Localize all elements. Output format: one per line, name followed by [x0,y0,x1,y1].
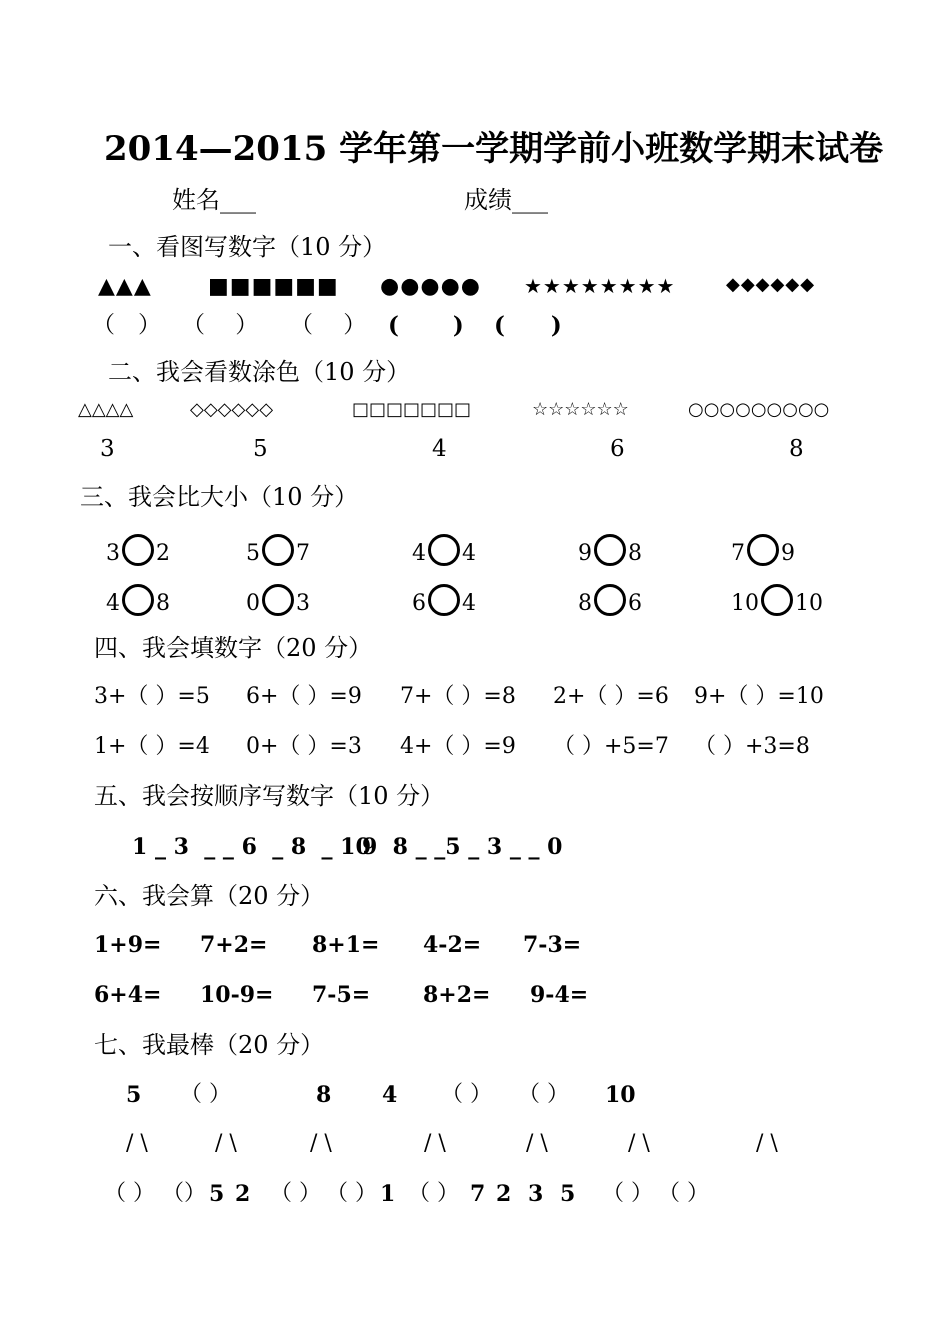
calc-problem[interactable]: 7-3= [523,932,582,958]
tree-top-number: 4 [382,1082,398,1108]
s2-triangles[interactable]: △△△△ [78,399,134,420]
fill-equation[interactable]: 4+（ ）=9 [400,734,516,759]
compare-circle[interactable] [122,534,154,566]
compare-item [731,538,795,570]
tree-top-number: 8 [316,1082,332,1108]
fill-equation[interactable]: 9+（ ）=10 [694,684,824,709]
tree-top-blank[interactable]: （ ） [180,1082,231,1107]
calc-problem[interactable]: 8+1= [312,932,380,958]
tree-bottom-number: 2 [496,1181,512,1207]
s2-number-4: 6 [610,436,625,462]
tree-bottom-blank[interactable]: （ ） [602,1181,653,1206]
tree-branch: / \ [126,1131,148,1156]
compare-right: 3 [296,591,310,616]
section-3-title: 三、我会比大小（10 分） [80,483,359,511]
fill-equation[interactable]: 7+（ ）=8 [400,684,516,709]
calc-problem[interactable]: 7+2= [200,932,268,958]
tree-bottom-number: 5 [209,1181,225,1207]
tree-bottom-blank[interactable]: （ ） [104,1181,155,1206]
s1-blank-2[interactable]: （ ） [182,312,259,338]
compare-item [412,588,476,620]
compare-item [412,538,476,570]
compare-left: 7 [731,541,745,566]
tree-branch: / \ [756,1131,778,1156]
tree-top-blank[interactable]: （ ） [441,1082,492,1107]
section-7-title: 七、我最棒（20 分） [94,1031,325,1059]
tree-top-blank[interactable]: （ ） [518,1082,569,1107]
compare-left: 4 [106,591,120,616]
compare-right: 7 [296,541,310,566]
s2-diamonds[interactable]: ◇◇◇◇◇◇ [190,399,274,420]
tree-branch: / \ [424,1131,446,1156]
s2-number-1: 3 [100,436,115,462]
s1-shapes-circles: ●●●●● [380,274,481,299]
compare-circle[interactable] [594,534,626,566]
calc-problem[interactable]: 4-2= [423,932,482,958]
section-5-title: 五、我会按顺序写数字（10 分） [94,782,445,810]
calc-problem[interactable]: 6+4= [94,982,162,1008]
s2-stars[interactable]: ☆☆☆☆☆☆ [532,399,629,420]
compare-item [246,588,310,620]
tree-bottom-blank[interactable]: （ ） [326,1181,377,1206]
compare-right: 8 [156,591,170,616]
tree-branch: / \ [310,1131,332,1156]
compare-right: 4 [462,541,476,566]
compare-right: 2 [156,541,170,566]
compare-left: 6 [412,591,426,616]
tree-top-number: 10 [605,1082,636,1108]
fill-equation[interactable]: 2+（ ）=6 [553,684,669,709]
compare-left: 3 [106,541,120,566]
compare-left: 4 [412,541,426,566]
tree-branch: / \ [215,1131,237,1156]
s1-shapes-squares: ■■■■■■ [208,274,339,299]
compare-right: 6 [628,591,642,616]
page-title: 2014—2015 学年第一学期学前小班数学期末试卷 [104,129,884,169]
compare-left: 5 [246,541,260,566]
compare-left: 10 [731,591,759,616]
compare-right: 9 [781,541,795,566]
s1-shapes-triangles: ▲▲▲ [98,274,152,299]
compare-right: 10 [795,591,823,616]
fill-equation[interactable]: （ ）+3=8 [694,734,810,759]
calc-problem[interactable]: 8+2= [423,982,491,1008]
s2-number-5: 8 [789,436,804,462]
compare-circle[interactable] [428,584,460,616]
fill-equation[interactable]: 1+（ ）=4 [94,734,210,759]
compare-right: 4 [462,591,476,616]
s1-shapes-diamonds: ◆◆◆◆◆◆ [726,274,816,295]
fill-equation[interactable]: 6+（ ）=9 [246,684,362,709]
section-2-title: 二、我会看数涂色（10 分） [108,358,411,386]
tree-bottom-number: 7 [470,1181,486,1207]
compare-item [106,538,170,570]
calc-problem[interactable]: 10-9= [200,982,274,1008]
name-field-label: 姓名___ [172,186,256,214]
fill-equation[interactable]: 3+（ ）=5 [94,684,210,709]
compare-item [731,588,823,620]
tree-top-number: 5 [126,1082,142,1108]
tree-bottom-blank[interactable]: （） [162,1181,207,1206]
s2-squares[interactable]: □□□□□□□ [352,399,472,420]
score-field-label: 成绩___ [464,186,548,214]
s2-number-3: 4 [432,436,447,462]
s2-circles[interactable]: ○○○○○○○○○ [688,399,830,420]
tree-bottom-blank[interactable]: （ ） [408,1181,459,1206]
compare-circle[interactable] [428,534,460,566]
compare-left: 0 [246,591,260,616]
tree-branch: / \ [628,1131,650,1156]
compare-circle[interactable] [122,584,154,616]
tree-bottom-number: 5 [560,1181,576,1207]
compare-left: 9 [578,541,592,566]
tree-bottom-blank[interactable]: （ ） [658,1181,709,1206]
calc-problem[interactable]: 9-4= [530,982,589,1008]
s1-blank-4[interactable]: ( ) [388,312,464,339]
fill-equation[interactable]: （ ）+5=7 [553,734,669,759]
s1-blank-1[interactable]: （ ） [92,312,161,338]
compare-circle[interactable] [262,584,294,616]
tree-bottom-blank[interactable]: （ ） [270,1181,321,1206]
section-4-title: 四、我会填数字（20 分） [94,634,373,662]
calc-problem[interactable]: 7-5= [312,982,371,1008]
compare-circle[interactable] [761,584,793,616]
compare-item [246,538,310,570]
sequence-ascending[interactable]: 1 _ 3 _ _ 6 _ 8 _ 10 [132,834,371,860]
sequence-descending[interactable]: 9 8 _ _5 _ 3 _ _ 0 [362,834,563,860]
compare-item [578,588,642,620]
tree-bottom-number: 1 [380,1181,396,1207]
compare-item [578,538,642,570]
s1-shapes-stars: ★★★★★★★★ [524,274,676,298]
compare-circle[interactable] [262,534,294,566]
section-6-title: 六、我会算（20 分） [94,882,325,910]
compare-item [106,588,170,620]
section-1-title: 一、看图写数字（10 分） [108,233,387,261]
compare-right: 8 [628,541,642,566]
fill-equation[interactable]: 0+（ ）=3 [246,734,362,759]
compare-circle[interactable] [594,584,626,616]
tree-bottom-number: 3 [528,1181,544,1207]
calc-problem[interactable]: 1+9= [94,932,162,958]
compare-circle[interactable] [747,534,779,566]
s2-number-2: 5 [253,436,268,462]
s1-blank-3[interactable]: （ ） [290,312,367,338]
tree-bottom-number: 2 [235,1181,251,1207]
compare-left: 8 [578,591,592,616]
s1-blank-5[interactable]: ( ) [494,312,562,339]
tree-branch: / \ [526,1131,548,1156]
